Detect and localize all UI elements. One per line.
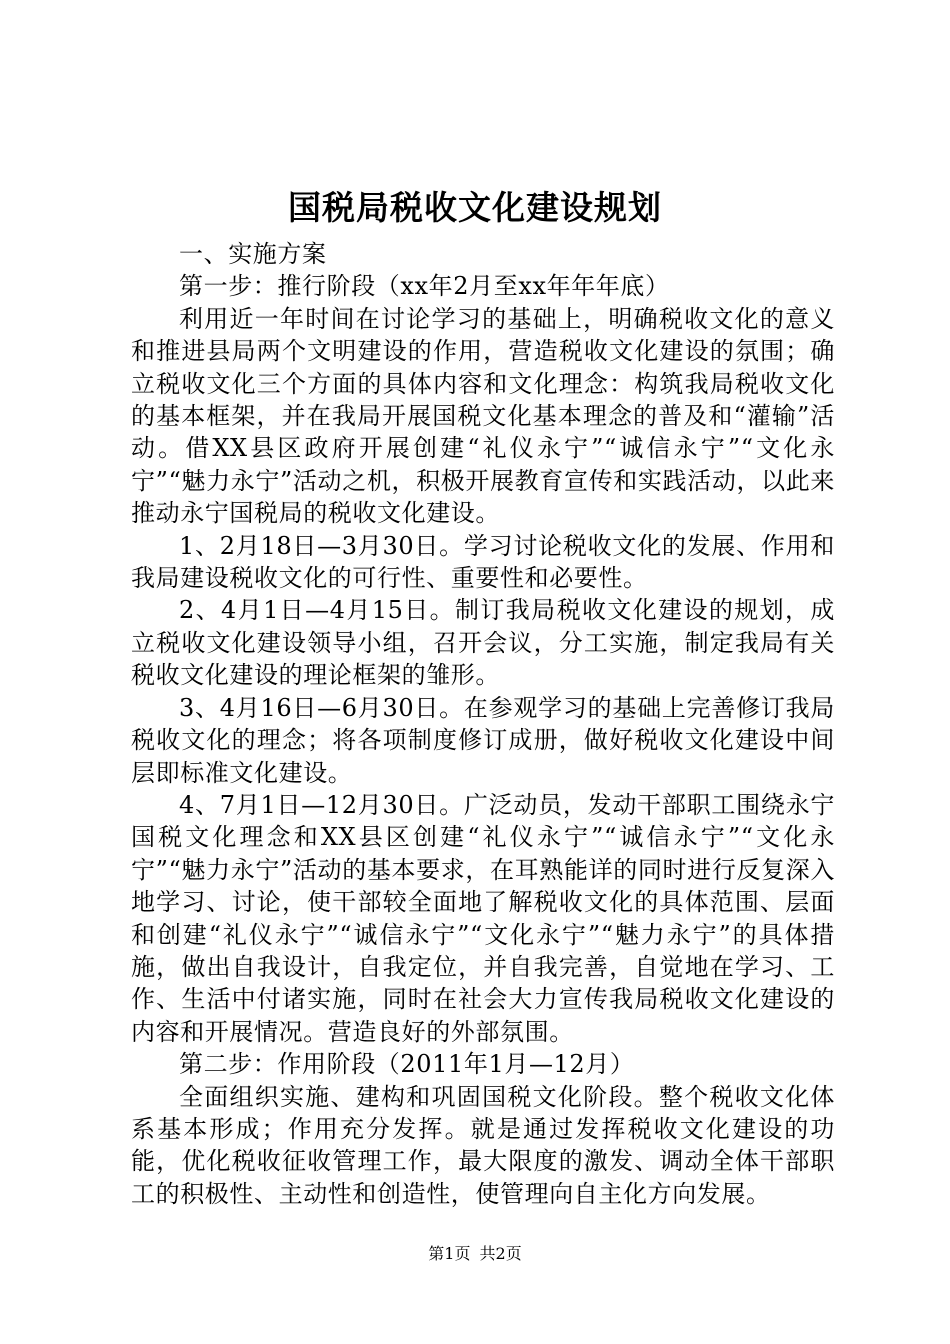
body-paragraph: 2、4月1日—4月15日。制订我局税收文化建设的规划，成立税收文化建设领导小组，召开会议，分工实施，制定我局有关税收文化建设的理论框架的雏形。 <box>131 596 835 690</box>
page-total: 共2页 <box>479 1244 522 1263</box>
page-footer <box>0 1243 950 1265</box>
body-paragraph: 4、7月1日—12月30日。广泛动员，发动干部职工围绕永宁国税文化理念和XX县区创建“礼仪永宁”“诚信永宁”“文化永宁”“魅力永宁”活动的基本要求，在耳熟能详的同时进行反复深入地学习、讨论，使干部较全面地了解税收文化的具体范围、层面和创建“礼仪永宁”“诚信永宁”“文化永宁”“魅力永宁”的具体措施，做出自我设计，自我定位，并自我完善，自觉地在学习、工作、生活中付诸实施，同时在社会大力宣传我局税收文化建设的内容和开展情况。营造良好的外部氛围。 <box>131 790 835 1046</box>
document-body <box>131 238 835 1210</box>
document-title: 国税局税收文化建设规划 <box>288 188 662 227</box>
body-paragraph: 3、4月16日—6月30日。在参观学习的基础上完善修订我局税收文化的理念；将各项制度修订成册，做好税收文化建设中间层即标准文化建设。 <box>131 693 835 787</box>
body-paragraph: 全面组织实施、建构和巩固国税文化阶段。整个税收文化体系基本形成；作用充分发挥。就是通过发挥税收文化建设的功能，优化税收征收管理工作，最大限度的激发、调动全体干部职工的积极性、主动性和创造性，使管理向自主化方向发展。 <box>131 1082 835 1208</box>
body-paragraph: 利用近一年时间在讨论学习的基础上，明确税收文化的意义和推进县局两个文明建设的作用，营造税收文化建设的氛围；确立税收文化三个方面的具体内容和文化理念：构筑我局税收文化的基本框架，并在我局开展国税文化基本理念的普及和“灌输”活动。借XX县区政府开展创建“礼仪永宁”“诚信永宁”“文化永宁”“魅力永宁”活动之机，积极开展教育宣传和实践活动，以此来推动永宁国税局的税收文化建设。 <box>131 304 835 528</box>
section-heading: 一、实施方案 <box>179 240 327 268</box>
body-paragraph: 1、2月18日—3月30日。学习讨论税收文化的发展、作用和我局建设税收文化的可行性、重要性和必要性。 <box>131 531 835 593</box>
step-heading: 第二步：作用阶段（2011年1月—12月） <box>179 1050 635 1079</box>
step-heading: 第一步：推行阶段（xx年2月至xx年年年底） <box>179 272 670 301</box>
page-number: 第1页 <box>428 1244 471 1263</box>
